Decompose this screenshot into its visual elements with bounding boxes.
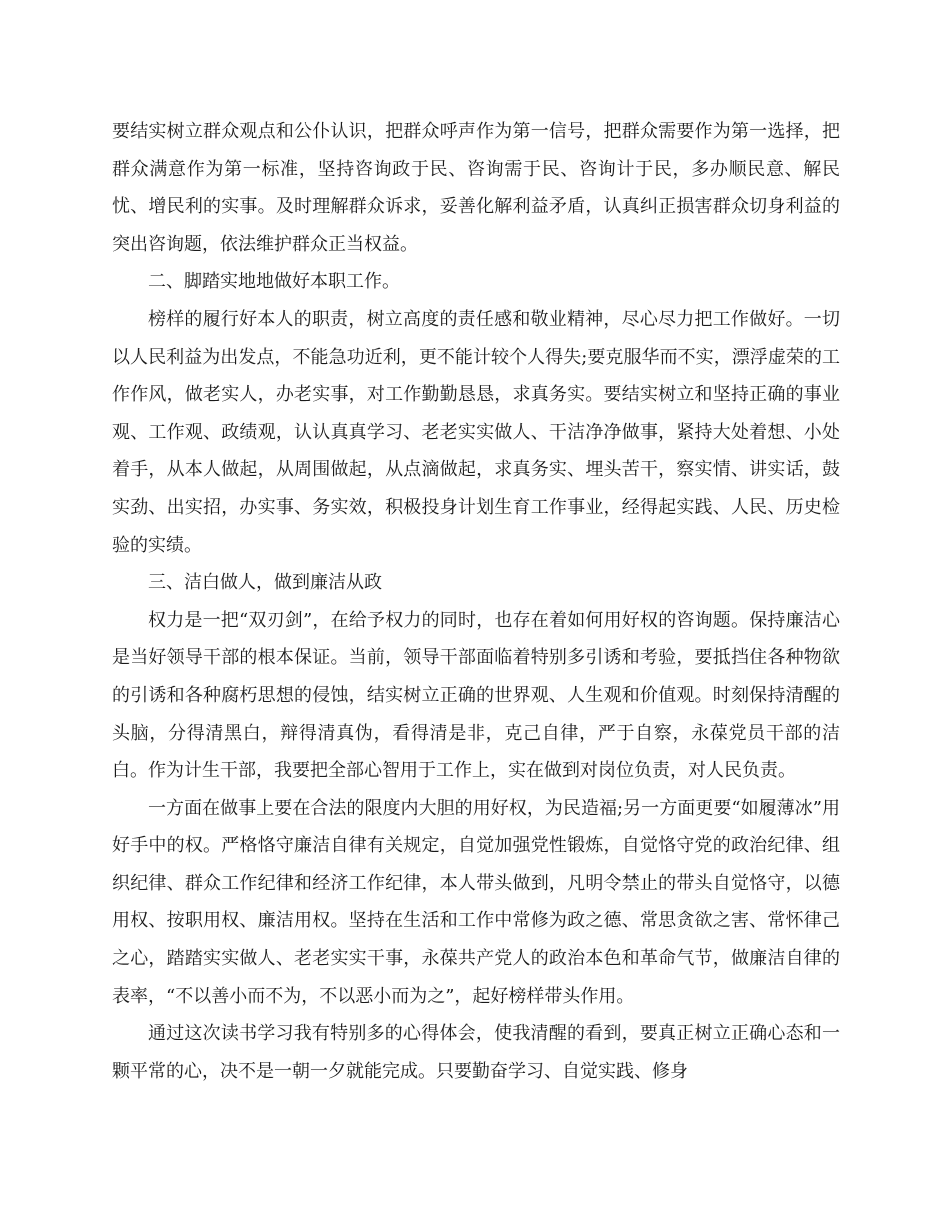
section-heading-2: 二、脚踏实地地做好本职工作。 xyxy=(148,271,400,293)
paragraph-7: 通过这次读书学习我有特别多的心得体会，使我清醒的看到，要真正树立正确心态和一颗平常的心，决不是一朝一夕就能完成。只要勤奋学习、自觉实践、修身 xyxy=(112,1023,840,1082)
paragraph-1: 要结实树立群众观点和公仆认识，把群众呼声作为第一信号，把群众需要作为第一选择，把群众满意作为第一标准，坚持咨询政于民、咨询需于民、咨询计于民，多办顺民意、解民忧、增民利的实事。及时理解群众诉求，妥善化解利益矛盾，认真纠正损害群众切身利益的突出咨询题，依法维护群众正当权益。 xyxy=(112,121,840,255)
section-heading-3: 三、洁白做人，做到廉洁从政 xyxy=(148,572,382,594)
document-body xyxy=(112,113,840,1090)
paragraph-6: 一方面在做事上要在合法的限度内大胆的用好权，为民造福;另一方面更要“如履薄冰”用好手中的权。严格恪守廉洁自律有关规定，自觉加强党性锻炼，自觉恪守党的政治纪律、组织纪律、群众工作纪律和经济工作纪律，本人带头做到，凡明令禁止的带头自觉恪守，以德用权、按职用权、廉洁用权。坚持在生活和工作中常修为政之德、常思贪欲之害、常怀律己之心，踏踏实实做人、老老实实干事，永葆共产党人的政治本色和革命气节，做廉洁自律的表率，“不以善小而不为，不以恶小而为之”，起好榜样带头作用。 xyxy=(112,797,840,1007)
paragraph-3: 榜样的履行好本人的职责，树立高度的责任感和敬业精神，尽心尽力把工作做好。一切以人民利益为出发点，不能急功近利，更不能计较个人得失;要克服华而不实，漂浮虚荣的工作作风，做老实人，办老实事，对工作勤勤恳恳，求真务实。要结实树立和坚持正确的事业观、工作观、政绩观，认认真真学习、老老实实做人、干洁净净做事，紧持大处着想、小处着手，从本人做起，从周围做起，从点滴做起，求真务实、埋头苦干，察实情、讲实话，鼓实劲、出实招，办实事、务实效，积极投身计划生育工作事业，经得起实践、人民、历史检验的实绩。 xyxy=(112,308,840,556)
paragraph-5: 权力是一把“双刃剑”，在给予权力的同时，也存在着如何用好权的咨询题。保持廉洁心是当好领导干部的根本保证。当前，领导干部面临着特别多引诱和考验，要抵挡住各种物欲的引诱和各种腐朽思想的侵蚀，结实树立正确的世界观、人生观和价值观。时刻保持清醒的头脑，分得清黑白，辩得清真伪，看得清是非，克己自律，严于自察，永葆党员干部的洁白。作为计生干部，我要把全部心智用于工作上，实在做到对岗位负责，对人民负责。 xyxy=(112,609,840,782)
